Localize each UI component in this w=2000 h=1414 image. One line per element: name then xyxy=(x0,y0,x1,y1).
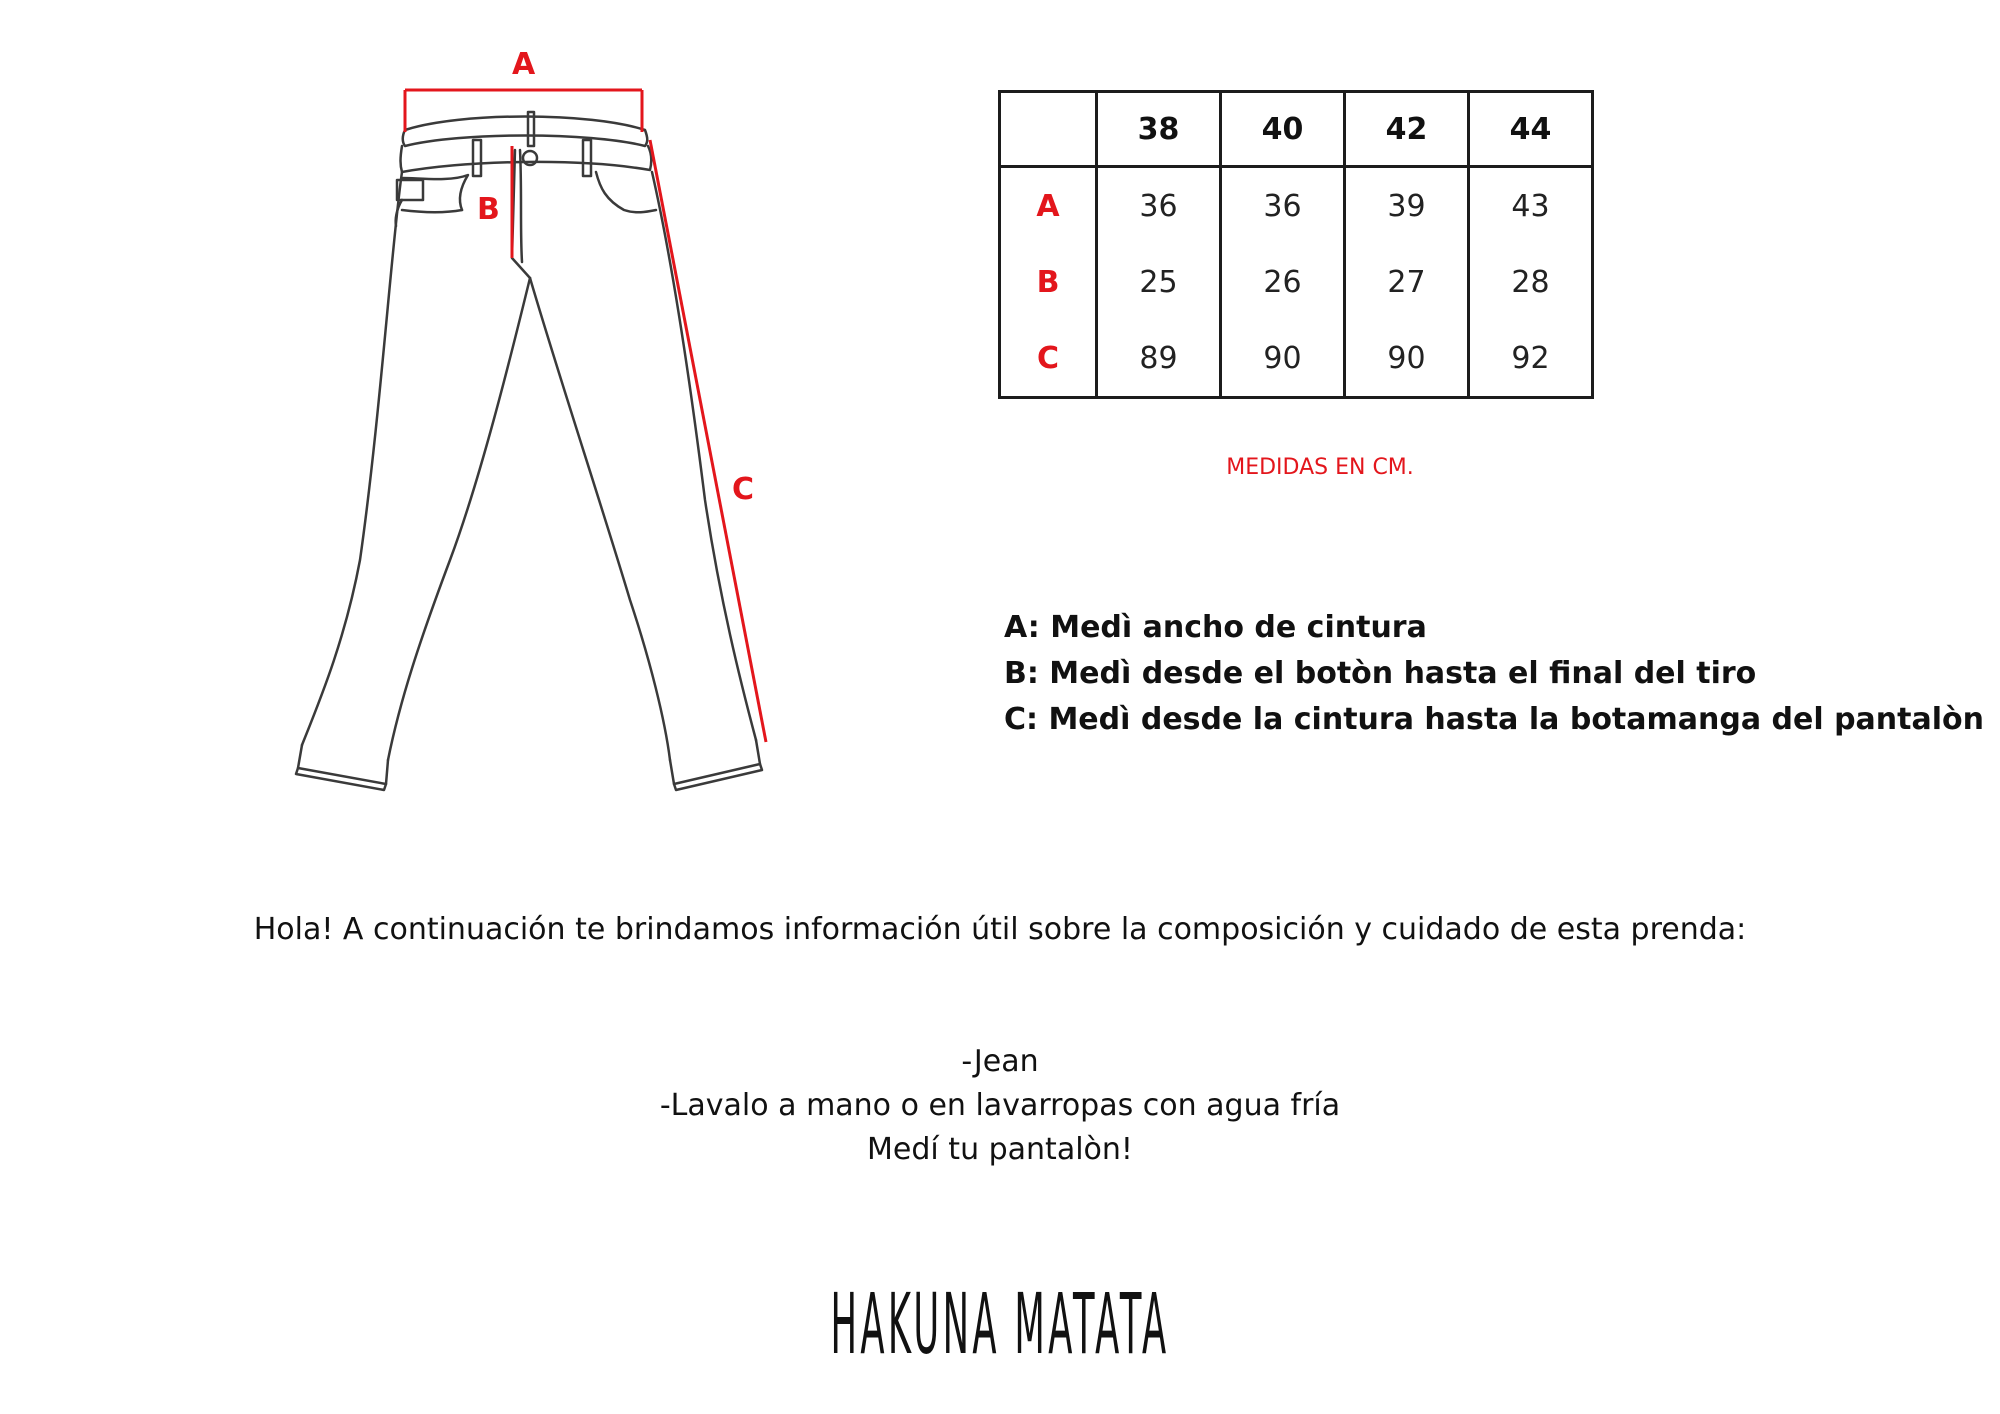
table-cell: 90 xyxy=(1221,320,1345,398)
table-cell: 36 xyxy=(1221,167,1345,245)
care-line-wash: -Lavalo a mano o en lavarropas con agua fría xyxy=(659,1088,1341,1123)
size-table xyxy=(998,90,1594,399)
row-key-cell: C xyxy=(1000,320,1097,398)
care-line-measure: Medí tu pantalòn! xyxy=(867,1132,1133,1167)
table-cell: 28 xyxy=(1469,244,1593,320)
measure-label-a: A xyxy=(512,47,536,82)
care-line-fabric: -Jean xyxy=(961,1044,1039,1079)
table-cell: 90 xyxy=(1345,320,1469,398)
table-cell: 92 xyxy=(1469,320,1593,398)
row-key-cell: A xyxy=(1000,167,1097,245)
table-row xyxy=(1000,320,1593,398)
size-table-corner-cell xyxy=(1000,92,1097,167)
table-cell: 43 xyxy=(1469,167,1593,245)
table-cell: 89 xyxy=(1097,320,1221,398)
size-header-cell: 40 xyxy=(1221,92,1345,167)
size-header-cell: 44 xyxy=(1469,92,1593,167)
legend-item-b: B: Medì desde el botòn hasta el final del tiro xyxy=(1004,656,1757,691)
size-table-header-row xyxy=(1000,92,1593,167)
table-cell: 27 xyxy=(1345,244,1469,320)
intro-text: Hola! A continuación te brindamos información útil sobre la composición y cuidado de esta prenda: xyxy=(253,912,1747,947)
size-header-cell: 42 xyxy=(1345,92,1469,167)
table-row xyxy=(1000,167,1593,245)
measure-label-c: C xyxy=(732,472,755,507)
pants-outline xyxy=(296,112,762,790)
size-header-cell: 38 xyxy=(1097,92,1221,167)
brand-logo: HAKUNA MATATA xyxy=(830,1275,1170,1373)
table-cell: 39 xyxy=(1345,167,1469,245)
table-cell: 26 xyxy=(1221,244,1345,320)
care-instructions xyxy=(0,1040,2000,1172)
table-cell: 36 xyxy=(1097,167,1221,245)
row-key-cell: B xyxy=(1000,244,1097,320)
legend-item-a: A: Medì ancho de cintura xyxy=(1004,610,1427,645)
measurement-legend xyxy=(1004,605,1984,743)
measure-label-b: B xyxy=(477,192,500,227)
table-row xyxy=(1000,244,1593,320)
units-note: MEDIDAS EN CM. xyxy=(1226,455,1414,480)
measurement-lines xyxy=(405,90,766,742)
measure-line-c xyxy=(650,140,766,742)
table-cell: 25 xyxy=(1097,244,1221,320)
legend-item-c: C: Medì desde la cintura hasta la botamanga del pantalòn xyxy=(1004,702,1984,737)
